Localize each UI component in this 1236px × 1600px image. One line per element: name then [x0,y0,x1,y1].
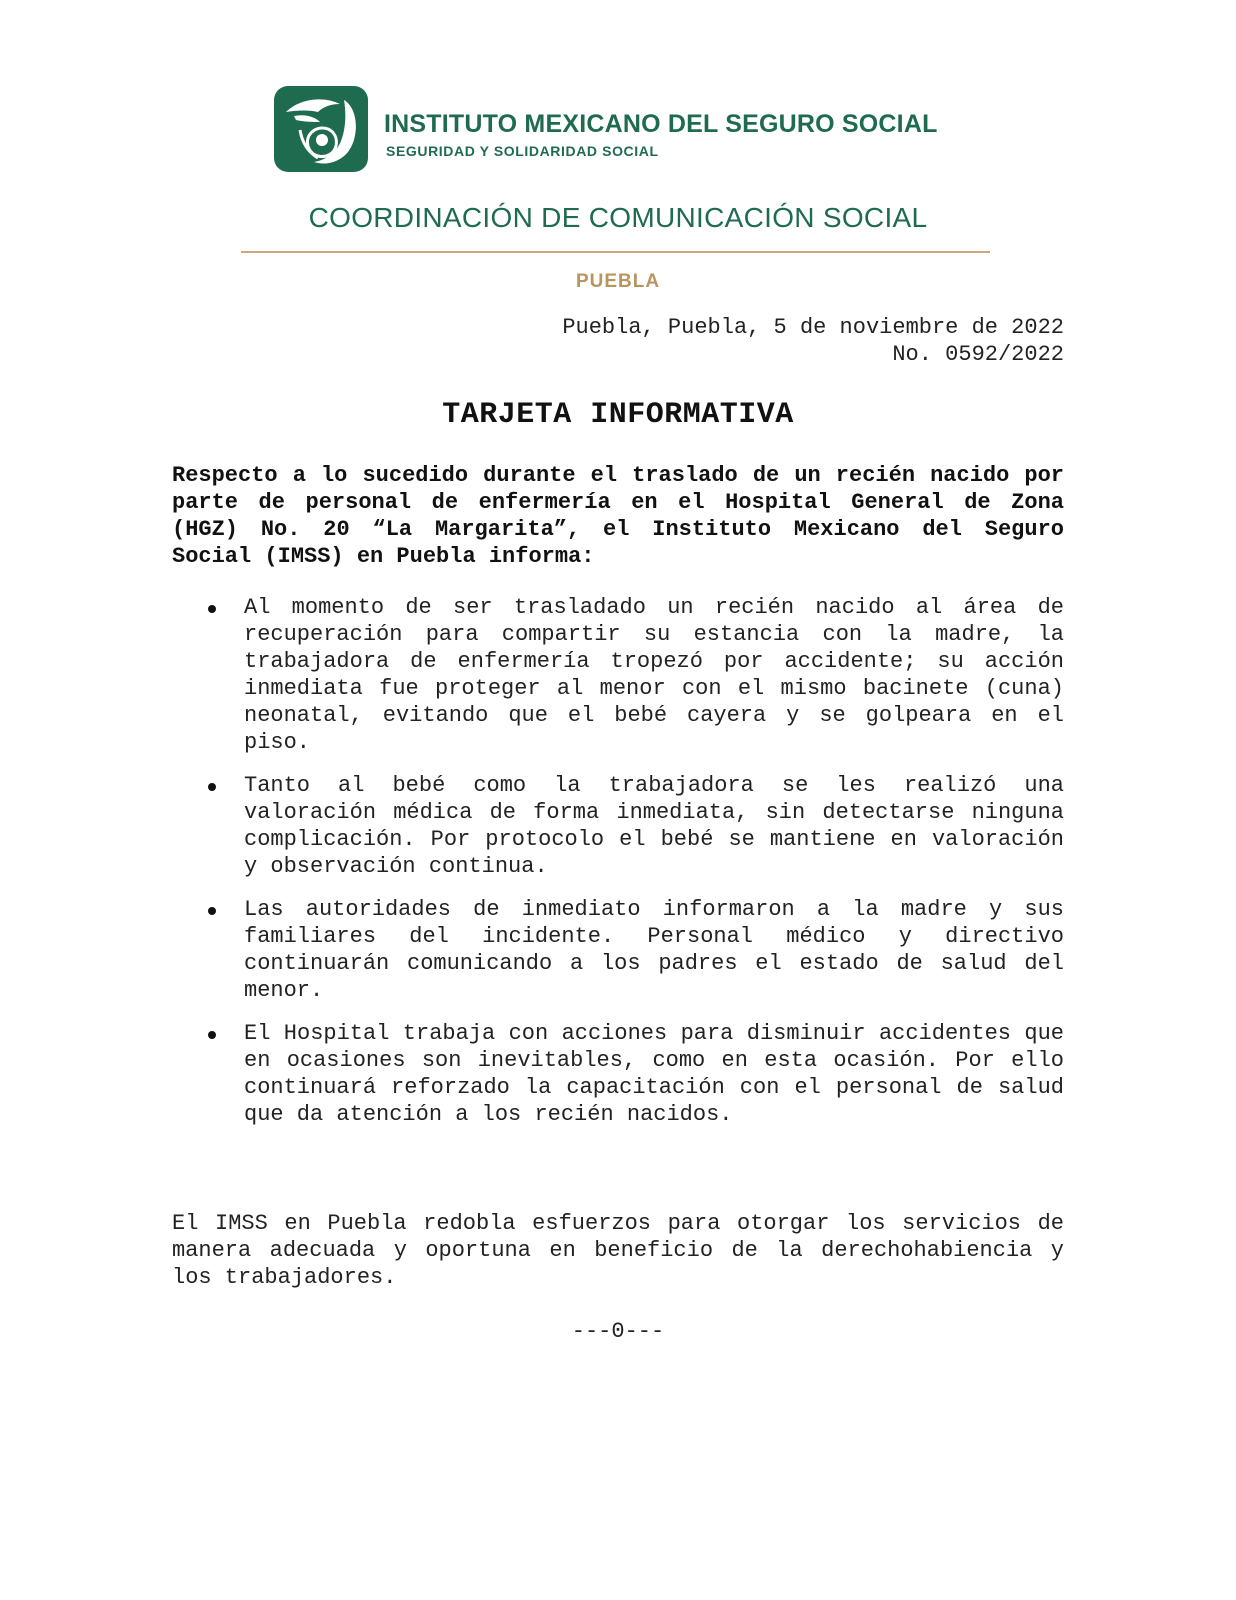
imss-header-logo [274,86,974,176]
list-item-text: Al momento de ser trasladado un recién nacido al área de recuperación para compartir su estancia con la madre, la trabajadora de enfermería tropezó por accidente; su acción inmediata fue proteger al menor con el mismo bacinete (cuna) neonatal, evitando que el bebé cayera y se golpeara en el piso. [244,595,1064,755]
org-tagline: SEGURIDAD Y SOLIDARIDAD SOCIAL [386,143,659,159]
department-heading: COORDINACIÓN DE COMUNICACIÓN SOCIAL [308,202,928,233]
org-name: INSTITUTO MEXICANO DEL SEGURO SOCIAL [384,110,938,138]
end-mark: ---0--- [571,1319,665,1344]
list-item [244,594,1064,756]
region-label: PUEBLA [575,271,661,292]
list-item-text: Las autoridades de inmediato informaron a la madre y sus familiares del incidente. Personal médico y directivo continuarán comunicando a los padres el estado de salud del menor. [244,897,1064,1003]
intro-paragraph: Respecto a lo sucedido durante el traslado de un recién nacido por parte de personal de enfermería en el Hospital General de Zona (HGZ) No. 20 “La Margarita”, el Instituto Mexicano del Seguro Social (IMSS) en Puebla informa: [172,463,1064,569]
header-divider [241,251,990,253]
document-meta [562,314,1064,368]
document-number: No. 0592/2022 [892,342,1064,367]
bullet-list [244,594,1064,1144]
closing-paragraph: El IMSS en Puebla redobla esfuerzos para otorgar los servicios de manera adecuada y oportuna en beneficio de la derechohabiencia y los trabajadores. [172,1211,1064,1290]
list-item-text: Tanto al bebé como la trabajadora se les realizó una valoración médica de forma inmediata, sin detectarse ninguna complicación. Por protocolo el bebé se mantiene en valoración y observación continua. [244,773,1064,879]
bullet-icon [208,783,216,791]
imss-emblem-icon [274,86,370,174]
list-item [244,896,1064,1004]
bullet-icon [208,1031,216,1039]
place-date: Puebla, Puebla, 5 de noviembre de 2022 [562,315,1064,340]
document-title: TARJETA INFORMATIVA [442,398,794,432]
list-item [244,1020,1064,1128]
bullet-icon [208,605,216,613]
list-item-text: El Hospital trabaja con acciones para disminuir accidentes que en ocasiones son inevitables, como en esta ocasión. Por ello continuará reforzado la capacitación con el personal de salud que da atención a los recién nacidos. [244,1021,1064,1127]
bullet-icon [208,907,216,915]
list-item [244,772,1064,880]
